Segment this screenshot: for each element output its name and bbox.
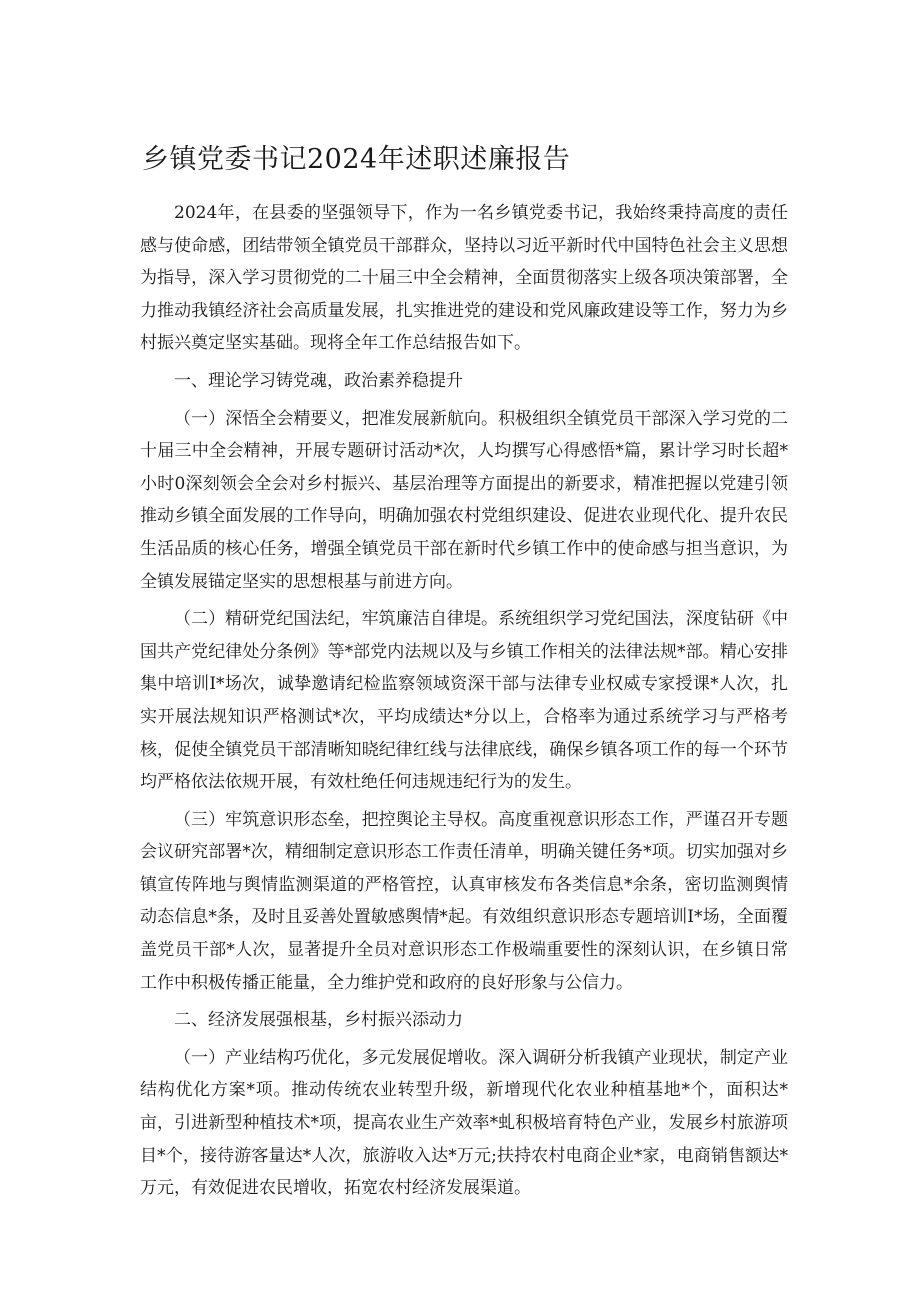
- subsection-paragraph-1-2: （二）精研党纪国法纪，牢筑廉洁自律堤。系统组织学习党纪国法，深度钻研《中国共产党纪律处分条例》等*部党内法规以及与乡镇工作相关的法律法规*部。精心安排集中培训I*场次，诚挚邀请纪检监察领域资深干部与法律专业权威专家授课*人次，扎实开展法规知识严格测试*次，平均成绩达*分以上，合格率为通过系统学习与严格考核，促使全镇党员干部清晰知晓纪律红线与法律底线，确保乡镇各项工作的每一个环节均严格依法依规开展，有效杜绝任何违规违纪行为的发生。: [140, 609, 788, 793]
- section-heading-2: 二、经济发展强根基，乡村振兴添动力: [174, 1010, 463, 1031]
- subsection-paragraph-1-1: （一）深悟全会精要义，把准发展新航向。积极组织全镇党员干部深入学习党的二十届三中全会精神，开展专题研讨活动*次，人均撰写心得感悟*篇，累计学习时长超*小时0深刻领会全会对乡村振兴、基层治理等方面提出的新要求，精准把握以党建引领推动乡镇全面发展的工作导向，明确加强农村党组织建设、促进农业现代化、提升农民生活品质的核心任务，增强全镇党员干部在新时代乡镇工作中的使命感与担当意识，为全镇发展锚定坚实的思想根基与前进方向。: [140, 408, 788, 592]
- subsection-paragraph-2-1: （一）产业结构巧优化，多元发展促增收。深入调研分析我镇产业现状，制定产业结构优化方案*项。推动传统农业转型升级，新增现代化农业种植基地*个，面积达*亩，引进新型种植技术*项，提高农业生产效率*虬积极培育特色产业，发展乡村旅游项目*个，接待游客量达*人次，旅游收入达*万元;扶持农村电商企业*家，电商销售额达*万元，有效促进农民增收，拓宽农村经济发展渠道。: [140, 1047, 788, 1199]
- document-body: [140, 197, 788, 1205]
- intro-paragraph: 2024年，在县委的坚强领导下，作为一名乡镇党委书记，我始终秉持高度的责任感与使命感，团结带领全镇党员干部群众，坚持以习近平新时代中国特色社会主义思想为指导，深入学习贯彻党的二十届三中全会精神，全面贯彻落实上级各项决策部署，全力推动我镇经济社会高质量发展，扎实推进党的建设和党风廉政建设等工作，努力为乡村振兴奠定坚实基础。现将全年工作总结报告如下。: [140, 203, 788, 354]
- section-heading-1: 一、理论学习铸党魂，政治素养稳提升: [174, 370, 463, 391]
- subsection-paragraph-1-3: （三）牢筑意识形态垒，把控舆论主导权。高度重视意识形态工作，严谨召开专题会议研究部署*次，精细制定意识形态工作责任清单，明确关键任务*项。切实加强对乡镇宣传阵地与舆情监测渠道的严格管控，认真审核发布各类信息*余条，密切监测舆情动态信息*条，及时且妥善处置敏感舆情*起。有效组织意识形态专题培训I*场，全面覆盖党员干部*人次，显著提升全员对意识形态工作极端重要性的深刻认识，在乡镇日常工作中积极传播正能量，全力维护党和政府的良好形象与公信力。: [140, 809, 788, 993]
- document-title: 乡镇党委书记2024年述职述廉报告: [142, 144, 571, 175]
